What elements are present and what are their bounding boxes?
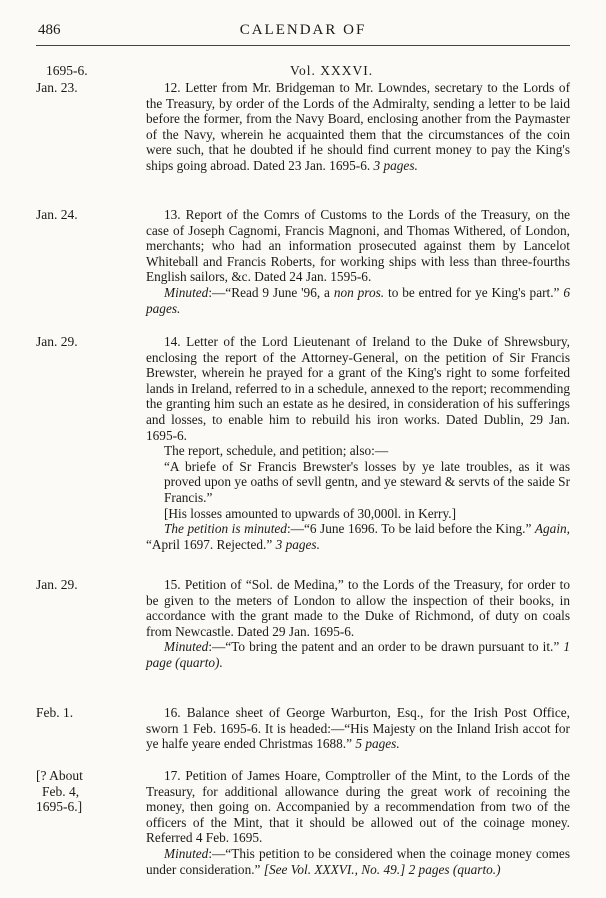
entry-note: [His losses amounted to upwards of 30,000l. in Kerry.] [164,505,456,521]
page-number: 486 [38,22,61,38]
entry-date: Feb. 1. [36,705,74,720]
header-rule [36,45,570,46]
entry-date: Jan. 29. [36,334,78,349]
again-text: “April 1697. Rejected.” [146,536,273,552]
entry-text: 12. Letter from Mr. Bridgeman to Mr. Lowndes, secretary to the Lords of the Treasury, by order of the Lords of the Admiralty, sending a letter to be laid before the former, from the Navy Board, enclosing another from the Paymaster of the Navy, wherein he acquainted them that the circumstances of the coin were such, that he doubted if he should find current money to pay the King's ships going abroad. Dated 23 Jan. 1695-6. [146,80,570,173]
page-count: 1 page (quarto). [146,639,570,670]
page-count: 2 pages (quarto.) [408,861,501,877]
entry-text: 13. Report of the Comrs of Customs to the Lords of the Treasury, on the case of Joseph Cagnomi, Francis Magnoni, and Thomas Withered, of London, merchants; who had an information prosecuted against them by Lancelot Whiteball and Francis Roberts, for working ships with less than three-fourths English sailors, &c. Dated 24 Jan. 1595-6. [146,207,570,285]
entry-body [146,80,570,174]
entry-continuation: The report, schedule, and petition; also:— [164,443,389,459]
entry-date-line: 1695-6.] [36,799,83,815]
entry-body [146,207,570,316]
volume-year: 1695-6. [46,63,88,78]
entry-text: 16. Balance sheet of George Warburton, Esq., for the Irish Post Office, sworn 1 Feb. 1695-6. It is headed:—“His Majesty on the Inland Irish accot for ye halfe yeare ended Christmas 1688.” [146,705,570,752]
entry-date-line: Feb. 4, [42,783,80,799]
entry-text: 17. Petition of James Hoare, Comptroller of the Mint, to the Lords of the Treasury, for additional allowance during the great work of recoining the money, then going on. Accompanied by a recommendation from two of the officers of the Mint, that it should be allowed out of the coinage money. Referred 4 Feb. 1695. [146,768,570,846]
volume-heading: Vol. XXXVI. [290,63,374,78]
entry-date-line: [? About [36,768,83,783]
entry-date: Jan. 23. [36,80,78,95]
minuted-text: :—“This petition to be considered when the coinage money comes under consideration.” [146,845,570,877]
minuted-label: Minuted [164,639,209,655]
minuted-text: :—“To bring the patent and an order to be drawn pursuant to it.” [208,639,560,655]
entry-quote: “A briefe of Sr Francis Brewster's losses by ye late troubles, as it was proved upon ye oaths of sevll gentn, and ye steward & servts of the saide Sr Francis.” [164,458,570,505]
minuted-label: The petition is minuted [164,521,287,537]
page-count: 3 pages. [373,157,418,173]
page-count: 6 pages. [146,284,570,316]
minuted-italic: non pros. [333,284,385,300]
minuted-label: Minuted [164,284,209,300]
again-label: Again, [534,521,570,537]
minuted-text: :—“Read 9 June '96, a [208,284,334,300]
entry-text: 15. Petition of “Sol. de Medina,” to the Lords of the Treasury, for order to be given to the meters of London to allow the inspection of their books, in accordance with the grant made to the Duke of Richmond, of duty on coals from Newcastle. Dated 29 Jan. 1695-6. [146,577,570,639]
entry-date [36,768,134,815]
running-head: CALENDAR OF [239,22,367,38]
page-count: 5 pages. [355,736,400,752]
minuted-label: Minuted [164,845,209,861]
entry-body [146,334,570,552]
see-reference: [See Vol. XXXVI., No. 49.] [263,861,406,877]
entry-body [146,577,570,671]
minuted-rest: to be entred for ye King's part.” [384,284,560,300]
entry-text: 14. Letter of the Lord Lieutenant of Ireland to the Duke of Shrewsbury, enclosing the report of the Attorney-General, on the petition of Sir Francis Brewster, wherein he prayed for a grant of the King's right to some forfeited lands in Ireland, referred to in a schedule, annexed to the report; recommending the granting him such an estate as he desired, in consideration of his sufferings and losses, to enable him to rebuild his iron works. Dated Dublin, 29 Jan. 1695-6. [146,334,570,443]
entry-date: Jan. 29. [36,577,78,592]
entry-body [146,705,570,752]
entry-body [146,768,570,877]
entry-date: Jan. 24. [36,207,78,222]
minuted-text: :—“6 June 1696. To be laid before the King.” [286,521,535,537]
page-count: 3 pages. [275,536,320,552]
